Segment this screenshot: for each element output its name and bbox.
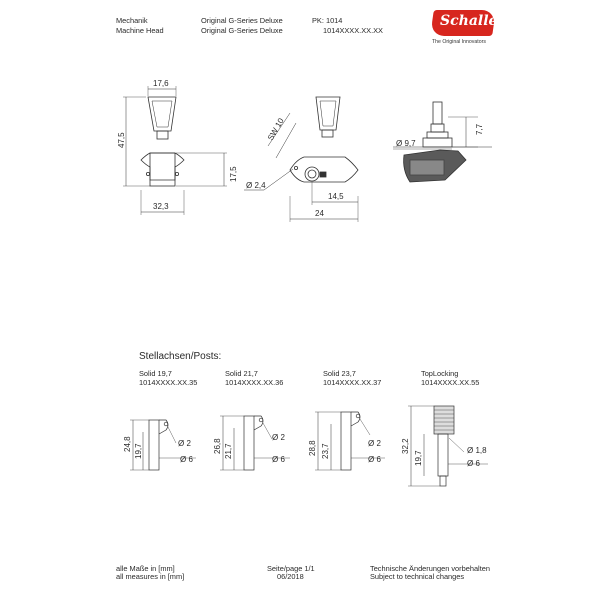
dim-post-dia: Ø 9,7 xyxy=(396,139,416,148)
brand-tagline: The Original Innovators xyxy=(432,39,486,45)
post4-h-outer: 32,2 xyxy=(401,438,410,454)
post3-h-outer: 28,8 xyxy=(308,440,317,456)
post1-h-inner: 19,7 xyxy=(134,443,143,459)
dim-height-body: 17,5 xyxy=(229,166,238,182)
post3-h-inner: 23,7 xyxy=(321,443,330,459)
post1-h-outer: 24,8 xyxy=(123,436,132,452)
dim-width-side: 24 xyxy=(315,209,324,218)
dim-hole: Ø 2,4 xyxy=(246,181,266,190)
post2-d-small: Ø 2 xyxy=(272,433,285,442)
post1-name: Solid 19,7 xyxy=(139,369,172,378)
pk-label: PK: 1014 xyxy=(312,16,343,25)
dim-wrench: SW 10 xyxy=(265,116,286,142)
post4-d-small: Ø 1,8 xyxy=(467,446,487,455)
post4-code: 1014XXXX.XX.55 xyxy=(421,378,480,387)
post4-h-inner: 19,7 xyxy=(414,450,423,466)
footer-date: 06/2018 xyxy=(277,572,304,581)
dim-width-top: 17,6 xyxy=(153,79,169,88)
post1-code: 1014XXXX.XX.35 xyxy=(139,378,198,387)
footer-notice-de: Technische Änderungen vorbehalten xyxy=(370,564,490,573)
series-de: Original G-Series Deluxe xyxy=(201,16,283,25)
post4-name: TopLocking xyxy=(421,369,459,378)
dim-width-base: 32,3 xyxy=(153,202,169,211)
post3-code: 1014XXXX.XX.37 xyxy=(323,378,382,387)
brand-name: Schaller xyxy=(440,13,505,29)
series-en: Original G-Series Deluxe xyxy=(201,26,283,35)
side-view xyxy=(244,97,358,222)
dim-width-mid: 14,5 xyxy=(328,192,344,201)
dim-height-total: 47,5 xyxy=(117,132,126,148)
posts-title: Stellachsen/Posts: xyxy=(139,351,222,362)
post2-d-large: Ø 6 xyxy=(272,455,285,464)
footer-units-en: all measures in [mm] xyxy=(116,572,185,581)
post3-name: Solid 23,7 xyxy=(323,369,356,378)
label-en: Machine Head xyxy=(116,26,164,35)
post2-name: Solid 21,7 xyxy=(225,369,258,378)
footer-notice-en: Subject to technical changes xyxy=(370,572,465,581)
post2-h-inner: 21,7 xyxy=(224,443,233,459)
post4-d-large: Ø 6 xyxy=(467,459,480,468)
post1-d-small: Ø 2 xyxy=(178,439,191,448)
footer-page: Seite/page 1/1 xyxy=(267,564,315,573)
article-code: 1014XXXX.XX.XX xyxy=(323,26,383,35)
post2-h-outer: 26,8 xyxy=(213,438,222,454)
post3-d-large: Ø 6 xyxy=(368,455,381,464)
post2-code: 1014XXXX.XX.36 xyxy=(225,378,284,387)
footer-units-de: alle Maße in [mm] xyxy=(116,564,175,573)
post3-d-small: Ø 2 xyxy=(368,439,381,448)
label-de: Mechanik xyxy=(116,16,148,25)
post1-d-large: Ø 6 xyxy=(180,455,193,464)
front-view xyxy=(123,86,227,215)
dim-post-height: 7,7 xyxy=(475,123,484,135)
